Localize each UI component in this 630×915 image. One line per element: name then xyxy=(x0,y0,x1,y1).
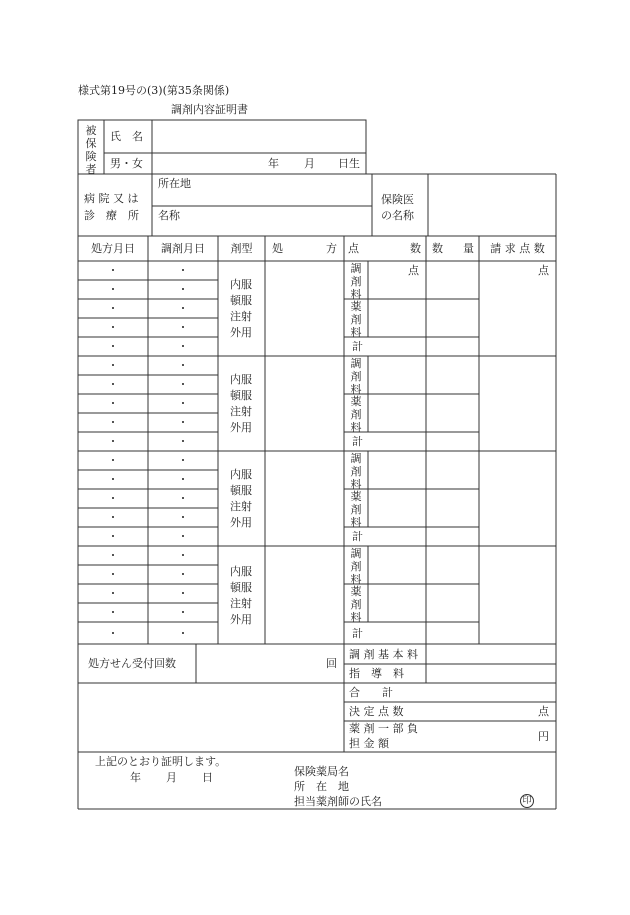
basic-fee-label: 調 剤 基 本 料 xyxy=(349,648,418,661)
hospital-label-2: 診 療 所 xyxy=(84,209,139,222)
form-tonpuku: 頓服 xyxy=(230,294,252,307)
date-dot: ・ xyxy=(107,587,119,600)
form-naifuku: 内服 xyxy=(230,468,252,481)
form-gaiyo: 外用 xyxy=(230,613,252,626)
date-dot: ・ xyxy=(107,627,119,640)
dispensing-fee-label: 調剤料 xyxy=(350,262,362,301)
points-unit: 点 xyxy=(408,264,419,277)
date-dot: ・ xyxy=(177,378,189,391)
decided-points-label: 決 定 点 数 xyxy=(349,705,404,718)
date-dot: ・ xyxy=(107,606,119,619)
date-dot: ・ xyxy=(107,378,119,391)
cert-year: 年 xyxy=(130,771,141,784)
form-naifuku: 内服 xyxy=(230,565,252,578)
date-dot: ・ xyxy=(107,530,119,543)
subtotal-label: 計 xyxy=(352,435,363,448)
address-label: 所在地 xyxy=(158,177,191,190)
form-gaiyo: 外用 xyxy=(230,326,252,339)
hospital-name-label: 名称 xyxy=(158,209,180,222)
form-chusha: 注射 xyxy=(230,597,252,610)
form-tonpuku: 頓服 xyxy=(230,484,252,497)
col-points-left: 点 xyxy=(348,242,359,255)
decided-points-unit: 点 xyxy=(538,705,549,718)
date-dot: ・ xyxy=(177,492,189,505)
dispensing-fee-label: 調剤料 xyxy=(350,547,362,586)
date-dot: ・ xyxy=(107,454,119,467)
form-chusha: 注射 xyxy=(230,500,252,513)
date-dot: ・ xyxy=(107,473,119,486)
date-dot: ・ xyxy=(107,359,119,372)
date-dot: ・ xyxy=(177,549,189,562)
sex-label: 男・女 xyxy=(110,157,143,170)
date-dot: ・ xyxy=(107,340,119,353)
date-dot: ・ xyxy=(177,454,189,467)
date-dot: ・ xyxy=(177,302,189,315)
subtotal-label: 計 xyxy=(352,340,363,353)
col-prescription-right: 方 xyxy=(326,242,337,255)
date-dot: ・ xyxy=(107,416,119,429)
date-dot: ・ xyxy=(107,397,119,410)
date-dot: ・ xyxy=(107,264,119,277)
form-gaiyo: 外用 xyxy=(230,516,252,529)
document-title: 調剤内容証明書 xyxy=(171,103,248,116)
col-dosage-form: 剤型 xyxy=(230,242,253,255)
date-dot: ・ xyxy=(177,530,189,543)
date-dot: ・ xyxy=(177,321,189,334)
date-dot: ・ xyxy=(177,340,189,353)
receipt-count-unit: 回 xyxy=(326,657,337,670)
col-quantity-right: 量 xyxy=(463,242,474,255)
date-dot: ・ xyxy=(107,283,119,296)
col-prescription-date: 処方月日 xyxy=(91,242,135,255)
pharmacy-name-label: 保険薬局名 xyxy=(294,765,349,778)
dob-year: 年 xyxy=(268,157,279,170)
dispensing-fee-label: 調剤料 xyxy=(350,452,362,491)
col-quantity-left: 数 xyxy=(432,242,443,255)
form-chusha: 注射 xyxy=(230,405,252,418)
dob-month: 月 xyxy=(304,157,315,170)
date-dot: ・ xyxy=(177,587,189,600)
form-naifuku: 内服 xyxy=(230,373,252,386)
col-claim-points: 請 求 点 数 xyxy=(490,242,545,255)
date-dot: ・ xyxy=(107,492,119,505)
subtotal-label: 計 xyxy=(352,627,363,640)
date-dot: ・ xyxy=(177,283,189,296)
form-number: 様式第19号の(3)(第35条関係) xyxy=(78,84,230,97)
date-dot: ・ xyxy=(107,435,119,448)
drug-fee-label: 薬剤料 xyxy=(350,585,362,624)
date-dot: ・ xyxy=(107,568,119,581)
claim-points-unit: 点 xyxy=(538,264,549,277)
receipt-count-label: 処方せん受付回数 xyxy=(88,657,176,670)
guidance-fee-label: 指 導 料 xyxy=(349,667,404,680)
doctor-label-1: 保険医 xyxy=(381,193,414,206)
date-dot: ・ xyxy=(177,435,189,448)
total-label: 合 計 xyxy=(349,686,393,699)
copay-label-2: 担 金 額 xyxy=(349,737,389,750)
col-dispensing-date: 調剤月日 xyxy=(161,242,205,255)
pharmacy-address-label: 所 在 地 xyxy=(294,780,349,793)
hospital-label-1: 病 院 又 は xyxy=(84,192,139,205)
col-prescription-left: 処 xyxy=(272,242,283,255)
date-dot: ・ xyxy=(107,321,119,334)
subtotal-label: 計 xyxy=(352,530,363,543)
form-tonpuku: 頓服 xyxy=(230,581,252,594)
name-label: 氏 名 xyxy=(110,130,143,143)
drug-fee-label: 薬剤料 xyxy=(350,300,362,339)
dispensing-fee-label: 調剤料 xyxy=(350,357,362,396)
date-dot: ・ xyxy=(177,264,189,277)
certification-statement: 上記のとおり証明します。 xyxy=(95,755,227,768)
cert-month: 月 xyxy=(166,771,177,784)
doctor-label-2: の名称 xyxy=(381,209,414,222)
seal-label: 印 xyxy=(522,796,532,806)
date-dot: ・ xyxy=(177,627,189,640)
cert-day: 日 xyxy=(202,771,213,784)
form-chusha: 注射 xyxy=(230,310,252,323)
drug-fee-label: 薬剤料 xyxy=(350,395,362,434)
col-points-right: 数 xyxy=(410,242,421,255)
dob-day: 日生 xyxy=(338,157,360,170)
date-dot: ・ xyxy=(177,511,189,524)
form-tonpuku: 頓服 xyxy=(230,389,252,402)
date-dot: ・ xyxy=(107,511,119,524)
date-dot: ・ xyxy=(107,549,119,562)
date-dot: ・ xyxy=(177,416,189,429)
date-dot: ・ xyxy=(177,473,189,486)
pharmacist-name-label: 担当薬剤師の氏名 xyxy=(294,795,382,808)
date-dot: ・ xyxy=(177,397,189,410)
copay-unit: 円 xyxy=(538,730,549,743)
date-dot: ・ xyxy=(107,302,119,315)
copay-label-1: 薬 剤 一 部 負 xyxy=(349,722,418,735)
date-dot: ・ xyxy=(177,606,189,619)
date-dot: ・ xyxy=(177,568,189,581)
insured-label: 被保険者 xyxy=(85,124,97,176)
form-naifuku: 内服 xyxy=(230,278,252,291)
form-gaiyo: 外用 xyxy=(230,421,252,434)
date-dot: ・ xyxy=(177,359,189,372)
drug-fee-label: 薬剤料 xyxy=(350,490,362,529)
